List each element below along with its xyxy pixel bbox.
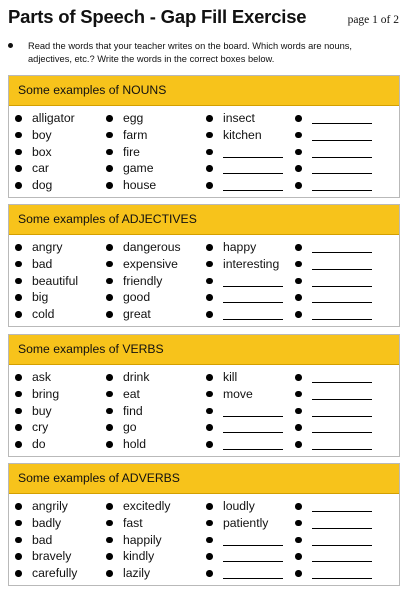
bullet-icon — [106, 570, 113, 577]
bullet-icon — [206, 294, 213, 301]
bullet-icon — [15, 278, 22, 285]
bullet-icon — [206, 424, 213, 431]
bullet-icon — [206, 182, 213, 189]
bullet-icon — [295, 374, 302, 381]
bullet-icon — [295, 503, 302, 510]
bullet-icon — [15, 261, 22, 268]
answer-blank[interactable] — [223, 286, 283, 287]
bullet-icon — [206, 391, 213, 398]
word-text: expensive — [123, 256, 178, 271]
answer-blank[interactable] — [312, 286, 372, 287]
bullet-icon — [15, 182, 22, 189]
bullet-icon — [295, 570, 302, 577]
bullet-icon — [106, 391, 113, 398]
bullet-icon — [295, 408, 302, 415]
bullet-icon — [206, 244, 213, 251]
bullet-icon — [106, 374, 113, 381]
section-some-examples-of-nouns — [8, 75, 400, 198]
word-text: carefully — [32, 566, 78, 581]
word-text: good — [123, 290, 151, 305]
answer-blank[interactable] — [312, 416, 372, 417]
bullet-icon — [15, 520, 22, 527]
section-some-examples-of-verbs — [8, 334, 400, 457]
word-text: cry — [32, 420, 49, 435]
word-text: farm — [123, 127, 148, 142]
word-text: bring — [32, 386, 60, 401]
answer-blank[interactable] — [312, 545, 372, 546]
section-heading: Some examples of ADVERBS — [9, 464, 399, 494]
answer-blank[interactable] — [312, 399, 372, 400]
bullet-icon — [206, 261, 213, 268]
bullet-icon — [206, 149, 213, 156]
answer-blank[interactable] — [223, 561, 283, 562]
bullet-icon — [106, 149, 113, 156]
bullet-icon — [106, 115, 113, 122]
word-text: drink — [123, 370, 150, 384]
bullet-icon — [106, 182, 113, 189]
answer-blank[interactable] — [223, 319, 283, 320]
word-text: do — [32, 437, 46, 452]
bullet-icon — [106, 503, 113, 510]
answer-blank[interactable] — [223, 157, 283, 158]
bullet-icon — [15, 149, 22, 156]
section-some-examples-of-adverbs — [8, 463, 400, 586]
bullet-icon — [106, 244, 113, 251]
bullet-icon — [106, 294, 113, 301]
bullet-icon — [295, 424, 302, 431]
bullet-icon — [8, 43, 13, 48]
bullet-icon — [15, 115, 22, 122]
word-text: happily — [123, 532, 162, 547]
bullet-icon — [206, 553, 213, 560]
bullet-icon — [206, 537, 213, 544]
bullet-icon — [295, 520, 302, 527]
bullet-icon — [15, 570, 22, 577]
word-text: bad — [32, 532, 53, 547]
word-text: loudly — [223, 499, 255, 513]
word-text: eat — [123, 386, 140, 401]
bullet-icon — [15, 132, 22, 139]
bullet-icon — [206, 115, 213, 122]
bullet-icon — [206, 374, 213, 381]
word-text: friendly — [123, 273, 163, 288]
bullet-icon — [106, 165, 113, 172]
bullet-icon — [15, 294, 22, 301]
word-text: excitedly — [123, 499, 171, 513]
bullet-icon — [15, 537, 22, 544]
bullet-icon — [295, 165, 302, 172]
answer-blank[interactable] — [223, 545, 283, 546]
bullet-icon — [15, 391, 22, 398]
bullet-icon — [206, 520, 213, 527]
answer-blank[interactable] — [312, 302, 372, 303]
word-text: patiently — [223, 515, 269, 530]
bullet-icon — [295, 115, 302, 122]
answer-blank[interactable] — [312, 382, 372, 383]
bullet-icon — [15, 441, 22, 448]
bullet-icon — [206, 132, 213, 139]
word-text: find — [123, 403, 143, 418]
answer-blank[interactable] — [312, 449, 372, 450]
bullet-icon — [106, 261, 113, 268]
answer-blank[interactable] — [312, 140, 372, 141]
word-text: fast — [123, 515, 143, 530]
bullet-icon — [15, 503, 22, 510]
bullet-icon — [295, 311, 302, 318]
bullet-icon — [295, 391, 302, 398]
answer-blank[interactable] — [312, 123, 372, 124]
bullet-icon — [106, 132, 113, 139]
answer-blank[interactable] — [223, 449, 283, 450]
section-some-examples-of-adjectives — [8, 204, 400, 327]
answer-blank[interactable] — [312, 173, 372, 174]
bullet-icon — [206, 570, 213, 577]
word-text: ask — [32, 370, 51, 384]
bullet-icon — [106, 537, 113, 544]
bullet-icon — [206, 408, 213, 415]
word-text: angry — [32, 240, 63, 254]
answer-blank[interactable] — [312, 511, 372, 512]
word-text: egg — [123, 111, 144, 125]
word-text: buy — [32, 403, 52, 418]
word-text: insect — [223, 111, 255, 125]
page-number: page 1 of 2 — [347, 14, 399, 26]
word-text: alligator — [32, 111, 75, 125]
page-header — [8, 6, 401, 34]
word-text: kindly — [123, 549, 155, 564]
bullet-icon — [15, 374, 22, 381]
word-text: big — [32, 290, 49, 305]
word-text: beautiful — [32, 273, 79, 288]
word-text: bravely — [32, 549, 72, 564]
word-text: interesting — [223, 256, 280, 271]
answer-blank[interactable] — [312, 252, 372, 253]
answer-blank[interactable] — [312, 528, 372, 529]
word-text: car — [32, 161, 49, 176]
word-text: happy — [223, 240, 257, 254]
answer-blank[interactable] — [312, 561, 372, 562]
bullet-icon — [295, 261, 302, 268]
answer-blank[interactable] — [223, 432, 283, 433]
word-text: fire — [123, 144, 140, 159]
word-text: kill — [223, 370, 238, 384]
bullet-icon — [206, 165, 213, 172]
bullet-icon — [106, 278, 113, 285]
bullet-icon — [295, 182, 302, 189]
word-text: boy — [32, 127, 52, 142]
bullet-icon — [295, 537, 302, 544]
instructions-text: Read the words that your teacher writes on the board. Which words are nouns, adjectives, etc.? Write the words in the correct boxes below. — [28, 41, 353, 64]
answer-blank[interactable] — [312, 269, 372, 270]
bullet-icon — [106, 553, 113, 560]
bullet-icon — [106, 441, 113, 448]
bullet-icon — [295, 244, 302, 251]
bullet-icon — [295, 294, 302, 301]
word-text: lazily — [123, 566, 151, 581]
word-text: angrily — [32, 499, 68, 513]
bullet-icon — [295, 149, 302, 156]
word-text: cold — [32, 307, 55, 322]
word-text: box — [32, 144, 52, 159]
answer-blank[interactable] — [312, 157, 372, 158]
answer-blank[interactable] — [312, 319, 372, 320]
answer-blank[interactable] — [312, 578, 372, 579]
word-text: badly — [32, 515, 62, 530]
bullet-icon — [106, 520, 113, 527]
word-text: bad — [32, 256, 53, 271]
bullet-icon — [106, 424, 113, 431]
word-text: kitchen — [223, 127, 262, 142]
word-text: great — [123, 307, 151, 322]
bullet-icon — [295, 553, 302, 560]
word-text: dog — [32, 178, 53, 193]
bullet-icon — [295, 132, 302, 139]
answer-blank[interactable] — [223, 173, 283, 174]
bullet-icon — [206, 311, 213, 318]
section-heading: Some examples of VERBS — [9, 335, 399, 365]
section-heading: Some examples of ADJECTIVES — [9, 205, 399, 235]
bullet-icon — [15, 311, 22, 318]
answer-blank[interactable] — [223, 578, 283, 579]
bullet-icon — [15, 244, 22, 251]
answer-blank[interactable] — [223, 190, 283, 191]
word-text: go — [123, 420, 137, 435]
bullet-icon — [206, 503, 213, 510]
answer-blank[interactable] — [312, 190, 372, 191]
bullet-icon — [206, 278, 213, 285]
bullet-icon — [15, 424, 22, 431]
word-text: hold — [123, 437, 147, 452]
word-text: move — [223, 386, 253, 401]
section-heading: Some examples of NOUNS — [9, 76, 399, 106]
bullet-icon — [15, 408, 22, 415]
bullet-icon — [295, 278, 302, 285]
bullet-icon — [15, 553, 22, 560]
bullet-icon — [15, 165, 22, 172]
answer-blank[interactable] — [223, 302, 283, 303]
bullet-icon — [206, 441, 213, 448]
answer-blank[interactable] — [312, 432, 372, 433]
word-text: house — [123, 178, 157, 193]
bullet-icon — [295, 441, 302, 448]
bullet-icon — [106, 408, 113, 415]
worksheet-title: Parts of Speech - Gap Fill Exercise — [8, 6, 307, 27]
answer-blank[interactable] — [223, 416, 283, 417]
bullet-icon — [106, 311, 113, 318]
word-text: dangerous — [123, 240, 181, 254]
word-text: game — [123, 161, 154, 176]
